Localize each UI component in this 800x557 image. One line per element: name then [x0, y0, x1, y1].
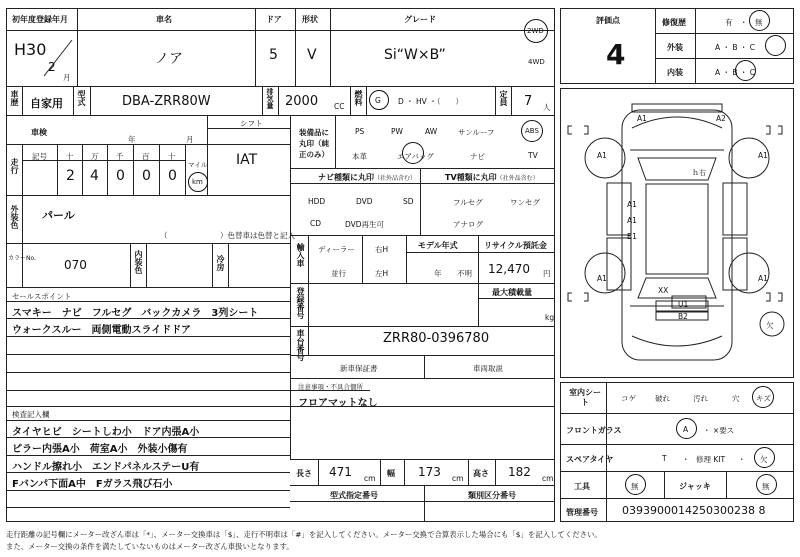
inspector-line-2: ピラー内張A小 荷室A小 外装小傷有 [12, 444, 188, 455]
digit-1: 2 [66, 168, 75, 184]
shaken-month: 月 [186, 135, 194, 144]
exterior-abc: A ・ B ・ C [715, 43, 756, 52]
jack-value: 無 [762, 482, 770, 491]
car-diagram [560, 88, 794, 378]
footer-line-2: また、メーター交換の条件を満たしていないものはメーター改ざん車扱いとなります。 [6, 542, 294, 551]
sales-line-2: ウォークスルー 両側電動スライドドア [12, 325, 191, 336]
navi-hdd: HDD [308, 197, 326, 206]
yen-unit: 円 [543, 269, 551, 278]
equip-sunroof: サンルーフ [458, 128, 495, 137]
seat-hole: 穴 [732, 394, 740, 403]
repair-no: 無 [755, 18, 763, 27]
shaken-year: 年 [128, 135, 136, 144]
cc-unit: CC [334, 102, 345, 111]
type-no-label: 型式指定番号 [330, 491, 378, 500]
interior-seat-label: 室内シート [569, 388, 601, 407]
km-label: km [192, 178, 203, 186]
length-unit: cm [364, 474, 376, 483]
new-warranty: 新車保証書 [340, 364, 378, 373]
capacity-label: 定員 [499, 90, 508, 106]
navi-sd: SD [403, 197, 414, 206]
seat-tear: 破れ [655, 394, 670, 403]
mark-a1-l2: A1 [627, 216, 637, 225]
footer-line-1: 走行距離の記号欄にメーター改ざん車は「*」、メーター交換車は「$」、走行不明車は「#」を記入してください。メーター交換で合算表示した場合にも「$」を記入してください。 [6, 530, 602, 539]
capacity-unit: 人 [543, 103, 551, 112]
reg-year-label: 初年度登録年月 [12, 15, 68, 24]
usage-label: 車歴 [10, 90, 19, 106]
sales-line-1: スマキー ナビ フルセグ バックカメラ 3列シート [12, 308, 259, 319]
windshield-grade: A [683, 425, 689, 434]
tv-analog: アナログ [453, 220, 483, 229]
jack-label: ジャッキ [679, 482, 711, 491]
tv-oneseg: ワンセグ [510, 198, 540, 207]
seat-burn: コゲ [621, 394, 636, 403]
mark-a1-front: A1 [637, 114, 647, 123]
fuel-rest: D ・ HV ・（ ） [398, 97, 463, 106]
exterior-grade-circle [765, 35, 786, 56]
colorno: 070 [64, 258, 87, 272]
usage: 自家用 [30, 97, 63, 110]
shift-label: シフト [240, 119, 263, 128]
recycle-label: リサイクル預託金 [484, 241, 547, 250]
equip-pw: PW [391, 127, 403, 136]
interior-color-label: 内装色 [134, 250, 143, 274]
color-label: 外装色 [10, 205, 19, 229]
reg-no-label: 登録番号 [296, 287, 305, 319]
aircon-label: 冷房 [216, 255, 225, 271]
digit-header-4: 百 [142, 152, 150, 161]
mark-b1-l: B1 [627, 232, 637, 241]
reg-era-year: H30 [14, 40, 47, 59]
mark-a2-front: A2 [716, 114, 726, 123]
score-label: 評価点 [596, 16, 620, 25]
grade: Si“W×B” [384, 47, 446, 63]
model-year-unit: 年 [434, 269, 442, 278]
repair-yes: 有 [725, 18, 733, 27]
mark-a1-lr: A1 [597, 274, 607, 283]
width-label: 幅 [387, 469, 395, 478]
equip-airbag: エアバッグ [397, 152, 434, 161]
model-label: 型式 [77, 90, 86, 106]
tools-label: 工具 [574, 482, 590, 491]
inspector-line-4: Fバンパ下面A中 Fガラス飛び石小 [12, 479, 173, 490]
mark-windshield-chip: 欠 [766, 321, 774, 330]
car-name: ノア [155, 51, 183, 67]
height-unit: cm [542, 474, 554, 483]
tv-title: TV種類に丸印（社外品含む） [445, 173, 539, 182]
drive-4wd: 4WD [528, 58, 545, 66]
car-name-label: 車名 [156, 15, 172, 24]
equip-aw: AW [425, 127, 438, 136]
kigo-label: 記号 [32, 152, 47, 161]
import-label: 輸入車 [296, 243, 305, 267]
displacement-label: 排気量 [266, 88, 274, 109]
mile-label: マイル [188, 161, 208, 169]
spare-kit: 修理 KIT [696, 455, 726, 464]
mgmt-no: 0393900014250300238 8 [622, 504, 766, 517]
equip-abs: ABS [525, 127, 539, 135]
shape: V [307, 47, 317, 63]
grade-label: グレード [404, 15, 436, 24]
import-right-h: 右H [375, 245, 389, 254]
notes: フロアマットなし [298, 398, 378, 409]
spare-dot-2: ・ [738, 455, 746, 464]
interior-label: 内装 [667, 68, 683, 77]
equip-tv: TV [528, 151, 538, 160]
max-load-label: 最大積載量 [492, 288, 532, 297]
interior-abc: A ・ B ・ C [715, 68, 756, 77]
chassis: ZRR80-0396780 [383, 331, 490, 346]
width-unit: cm [452, 474, 464, 483]
model-year-unknown: 不明 [457, 269, 472, 278]
displacement: 2000 [285, 94, 319, 109]
mileage-label: 走行 [10, 158, 19, 174]
inspector-line-1: タイヤヒビ シートしわ小 ドア内張A小 [12, 427, 200, 438]
manual: 車両取説 [473, 364, 503, 373]
windshield-label: フロントガラス [566, 426, 622, 435]
import-dealer: ディーラー [318, 245, 355, 254]
height-label: 高さ [473, 469, 489, 478]
mark-a1-lf: A1 [597, 151, 607, 160]
seat-stain: 汚れ [693, 394, 708, 403]
spare-missing: 欠 [760, 455, 768, 464]
drive-2wd: 2WD [527, 27, 544, 35]
chassis-label: 車台番号 [296, 329, 305, 361]
mark-a1-rr: A1 [758, 274, 768, 283]
equip-navi: ナビ [470, 152, 485, 161]
equip-leather: 本革 [352, 152, 367, 161]
digit-3: 0 [116, 168, 125, 184]
kg-unit: kg [545, 313, 555, 322]
mark-a1-rf: A1 [758, 151, 768, 160]
score: 4 [606, 38, 626, 71]
shape-label: 形状 [302, 15, 318, 24]
recycle: 12,470 [488, 262, 530, 276]
digit-2: 4 [90, 168, 99, 184]
mark-xx: XX [658, 286, 669, 295]
repair-label: 修復歴 [662, 18, 686, 27]
digit-header-5: 十 [168, 152, 176, 161]
mark-a1-l1: A1 [627, 200, 637, 209]
inspector-line-3: ハンドル擦れ小 エンドパネルステーU有 [12, 462, 200, 473]
equip-ps: PS [355, 127, 365, 136]
import-left-h: 左H [375, 269, 389, 278]
spare-t: T [662, 454, 667, 463]
fuel-label: 燃料 [354, 90, 363, 106]
width: 173 [418, 465, 441, 479]
doors: 5 [269, 47, 278, 63]
interior-grade-circle [735, 60, 756, 81]
model: DBA-ZRR80W [122, 94, 211, 109]
sales-points-label: セールスポイント [12, 292, 72, 301]
navi-cd: CD [310, 219, 322, 228]
tools-value: 無 [631, 482, 639, 491]
navi-dvd: DVD [356, 197, 373, 206]
equipment-label: 装備品に丸印（純正のみ） [299, 128, 329, 159]
mgmt-label: 管理番号 [566, 508, 598, 517]
windshield-rest: ・ ×要ス [703, 426, 735, 435]
import-parallel: 並行 [331, 269, 346, 278]
tv-fullseg: フルセグ [453, 198, 483, 207]
length-label: 長さ [296, 469, 312, 478]
navi-title: ナビ種類に丸印（社外品含む） [318, 173, 417, 182]
model-year-label: モデル年式 [418, 241, 458, 250]
seat-scratch: キズ [756, 394, 771, 403]
spare-dot-1: ・ [682, 455, 690, 464]
repair-dot: ・ [740, 18, 748, 27]
door-label: ドア [266, 15, 282, 24]
notes-label: 注意事項・不具合個所 [298, 383, 363, 391]
color: パール [42, 209, 75, 222]
mark-h-right: ｈ右 [692, 169, 706, 177]
inspector-label: 検査記入欄 [12, 410, 50, 419]
shift: IAT [236, 152, 258, 168]
capacity: 7 [524, 94, 533, 109]
length: 471 [329, 465, 352, 479]
digit-5: 0 [168, 168, 177, 184]
color-note: （ ）色替車は色替と記入 [160, 231, 295, 240]
digit-header-3: 千 [116, 152, 124, 161]
navi-dvd-play: DVD再生可 [345, 220, 385, 229]
digit-4: 0 [142, 168, 151, 184]
month-unit: 月 [63, 73, 71, 82]
spare-label: スペアタイヤ [566, 455, 614, 464]
colorno-label: カラーNo. [8, 255, 36, 262]
exterior-label: 外装 [667, 43, 683, 52]
digit-header-1: 十 [66, 152, 74, 161]
fuel-g: G [375, 96, 381, 105]
mark-u1: U1 [678, 300, 689, 309]
class-no-label: 類別区分番号 [468, 491, 516, 500]
reg-month: 2 [48, 60, 56, 74]
height: 182 [508, 465, 531, 479]
shaken-label: 車検 [31, 128, 47, 137]
digit-header-2: 万 [91, 152, 99, 161]
mark-b2: B2 [678, 312, 688, 321]
